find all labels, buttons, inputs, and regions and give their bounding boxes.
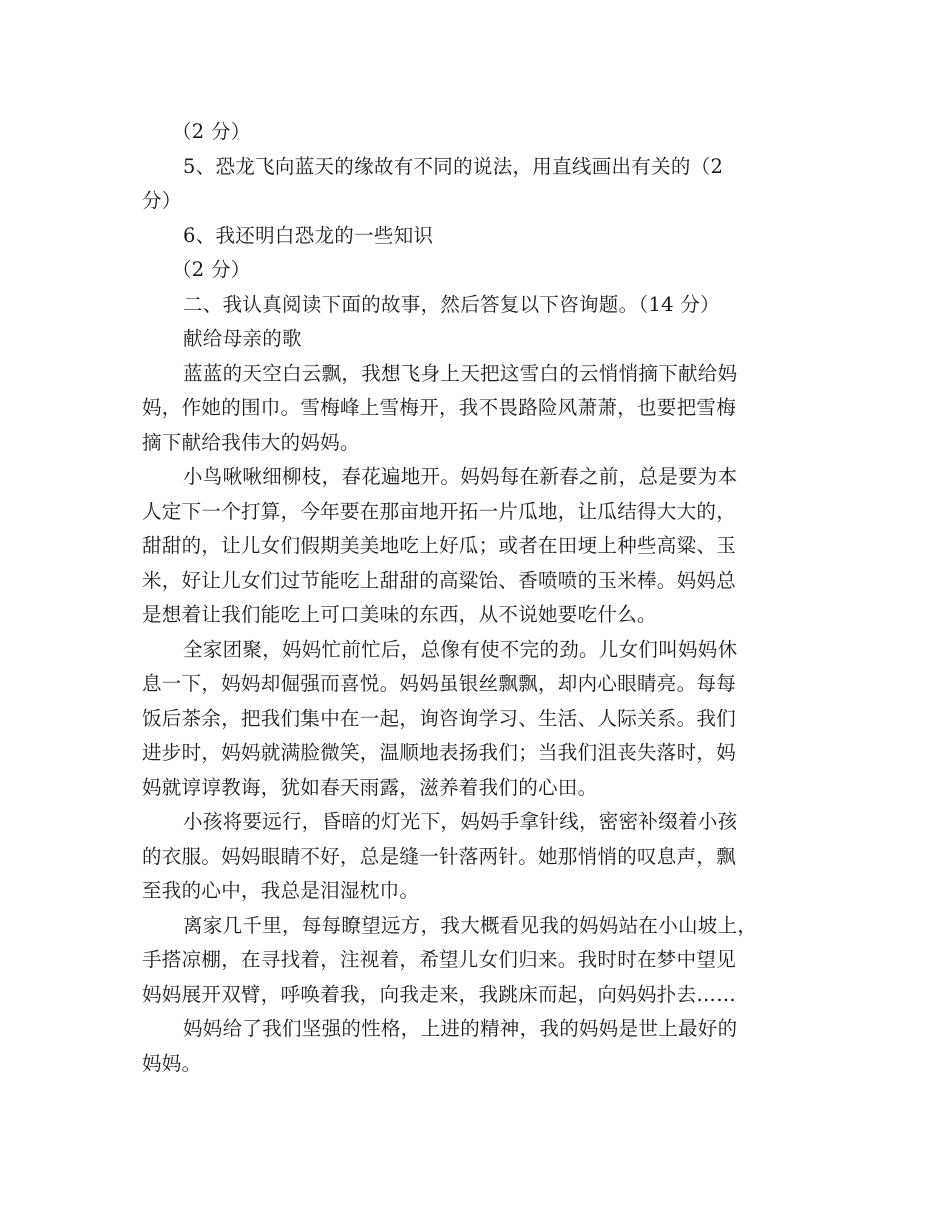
paragraph-line: 离家几千里，每每瞭望远方，我大概看见我的妈妈站在小山坡上， (183, 913, 758, 937)
paragraph-line: 米，好让儿女们过节能吃上甜甜的高粱饴、香喷喷的玉米棒。妈妈总 (142, 568, 737, 592)
document-page (142, 115, 824, 1081)
paragraph-line: 人定下一个打算，今年要在那亩地开拓一片瓜地，让瓜结得大大的， (142, 499, 737, 523)
paragraph-line: 进步时，妈妈就满脸微笑，温顺地表扬我们；当我们沮丧失落时，妈 (142, 741, 737, 764)
paragraph-line: 妈，作她的围巾。雪梅峰上雪梅开，我不畏路险风萧萧，也要把雪梅 (142, 396, 737, 419)
question-5-continued: 分） (142, 189, 182, 212)
story-title: 献给母亲的歌 (183, 327, 302, 350)
question-6: 6、我还明白恐龙的一些知识 (183, 223, 434, 247)
paragraph-line: 妈妈展开双臂，呼唤着我，向我走来，我跳床而起，向妈妈扑去…… (142, 982, 737, 1006)
paragraph-line: 至我的心中，我总是泪湿枕巾。 (142, 879, 420, 902)
paragraph-line: 妈妈。 (142, 1051, 202, 1075)
question-5: 5、恐龙飞向蓝天的缘故有不同的说法，用直线画出有关的（2 (183, 154, 724, 178)
paragraph-line: 是想着让我们能吃上可口美味的东西，从不说她要吃什么。 (142, 603, 657, 626)
paragraph-line: 息一下，妈妈却倔强而喜悦。妈妈虽银丝飘飘，却内心眼睛亮。每每 (142, 672, 737, 695)
paragraph-line: 手搭凉棚，在寻找着，注视着，希望儿女们归来。我时时在梦中望见 (142, 948, 737, 971)
paragraph-line: 饭后茶余，把我们集中在一起，询咨询学习、生活、人际关系。我们 (142, 706, 737, 730)
paragraph-line: 小孩将要远行，昏暗的灯光下，妈妈手拿针线，密密补缀着小孩 (183, 810, 738, 833)
paragraph-line: 妈妈给了我们坚强的性格，上进的精神，我的妈妈是世上最好的 (183, 1017, 738, 1040)
paragraph-line: 小鸟啾啾细柳枝，春花遍地开。妈妈每在新春之前，总是要为本 (183, 465, 738, 488)
section-two-heading: 二、我认真阅读下面的故事，然后答复以下咨询题。（14 分） (183, 292, 720, 316)
paragraph-line: 的衣服。妈妈眼睛不好，总是缝一针落两针。她那悄悄的叹息声，飘 (142, 844, 737, 868)
score-note: （2 分） (172, 258, 251, 281)
paragraph-line: 甜甜的，让儿女们假期美美地吃上好瓜；或者在田埂上种些高粱、玉 (142, 534, 737, 557)
paragraph-line: 全家团聚，妈妈忙前忙后，总像有使不完的劲。儿女们叫妈妈休 (183, 637, 738, 661)
paragraph-line: 蓝蓝的天空白云飘，我想飞身上天把这雪白的云悄悄摘下献给妈 (183, 361, 738, 385)
score-note: （2 分） (172, 120, 251, 143)
paragraph-line: 摘下献给我伟大的妈妈。 (142, 430, 360, 454)
paragraph-line: 妈就谆谆教诲，犹如春天雨露，滋养着我们的心田。 (142, 775, 598, 799)
